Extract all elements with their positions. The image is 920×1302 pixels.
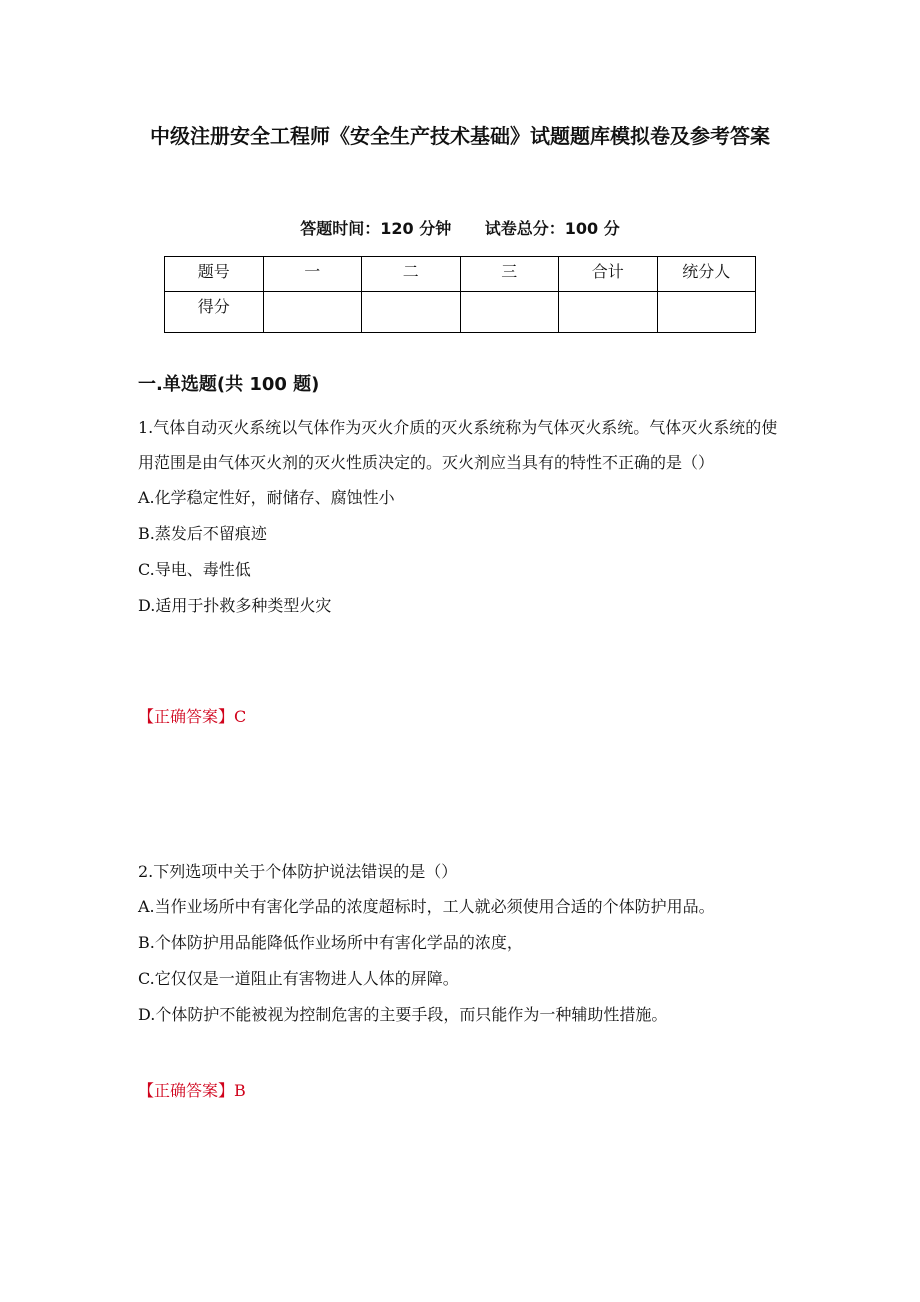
exam-time: 答题时间：120 分钟 [300,219,452,238]
option-d: D.个体防护不能被视为控制危害的主要手段，而只能作为一种辅助性措施。 [138,1005,668,1024]
table-cell [460,292,559,333]
table-cell [559,292,658,333]
table-cell: 得分 [165,292,264,333]
exam-meta [0,216,920,239]
option-a: A.化学稳定性好，耐储存、腐蚀性小 [138,488,395,507]
option-a: A.当作业场所中有害化学品的浓度超标时，工人就必须使用合适的个体防护用品。 [138,897,715,916]
question-1 [138,410,788,624]
table-cell [657,292,756,333]
option-b: B.蒸发后不留痕迹 [138,524,267,543]
option-c: C.它仅仅是一道阻止有害物进人人体的屏障。 [138,969,459,988]
score-table-header-row [165,257,756,292]
table-cell: 二 [362,257,461,292]
section-title: 一.单选题(共 100 题) [138,374,320,395]
question-2 [138,854,788,1033]
question-stem: 1.气体自动灭火系统以气体作为灭火介质的灭火系统称为气体灭火系统。气体灭火系统的使用范围是由气体灭火剂的灭火性质决定的。灭火剂应当具有的特性不正确的是（） [138,418,778,472]
table-cell: 三 [460,257,559,292]
table-cell: 题号 [165,257,264,292]
answer-2: 【正确答案】B [138,1081,246,1100]
score-table-score-row [165,292,756,333]
total-score: 试卷总分：100 分 [484,219,620,238]
document-title: 中级注册安全工程师《安全生产技术基础》试题题库模拟卷及参考答案 [150,124,770,148]
table-cell: 合计 [559,257,658,292]
table-cell: 统分人 [657,257,756,292]
table-cell: 一 [263,257,362,292]
answer-1: 【正确答案】C [138,707,247,726]
option-b: B.个体防护用品能降低作业场所中有害化学品的浓度， [138,933,523,952]
table-cell [362,292,461,333]
option-d: D.适用于扑救多种类型火灾 [138,596,332,615]
option-c: C.导电、毒性低 [138,560,251,579]
score-table [164,256,756,333]
question-stem: 2.下列选项中关于个体防护说法错误的是（） [138,862,458,881]
table-cell [263,292,362,333]
